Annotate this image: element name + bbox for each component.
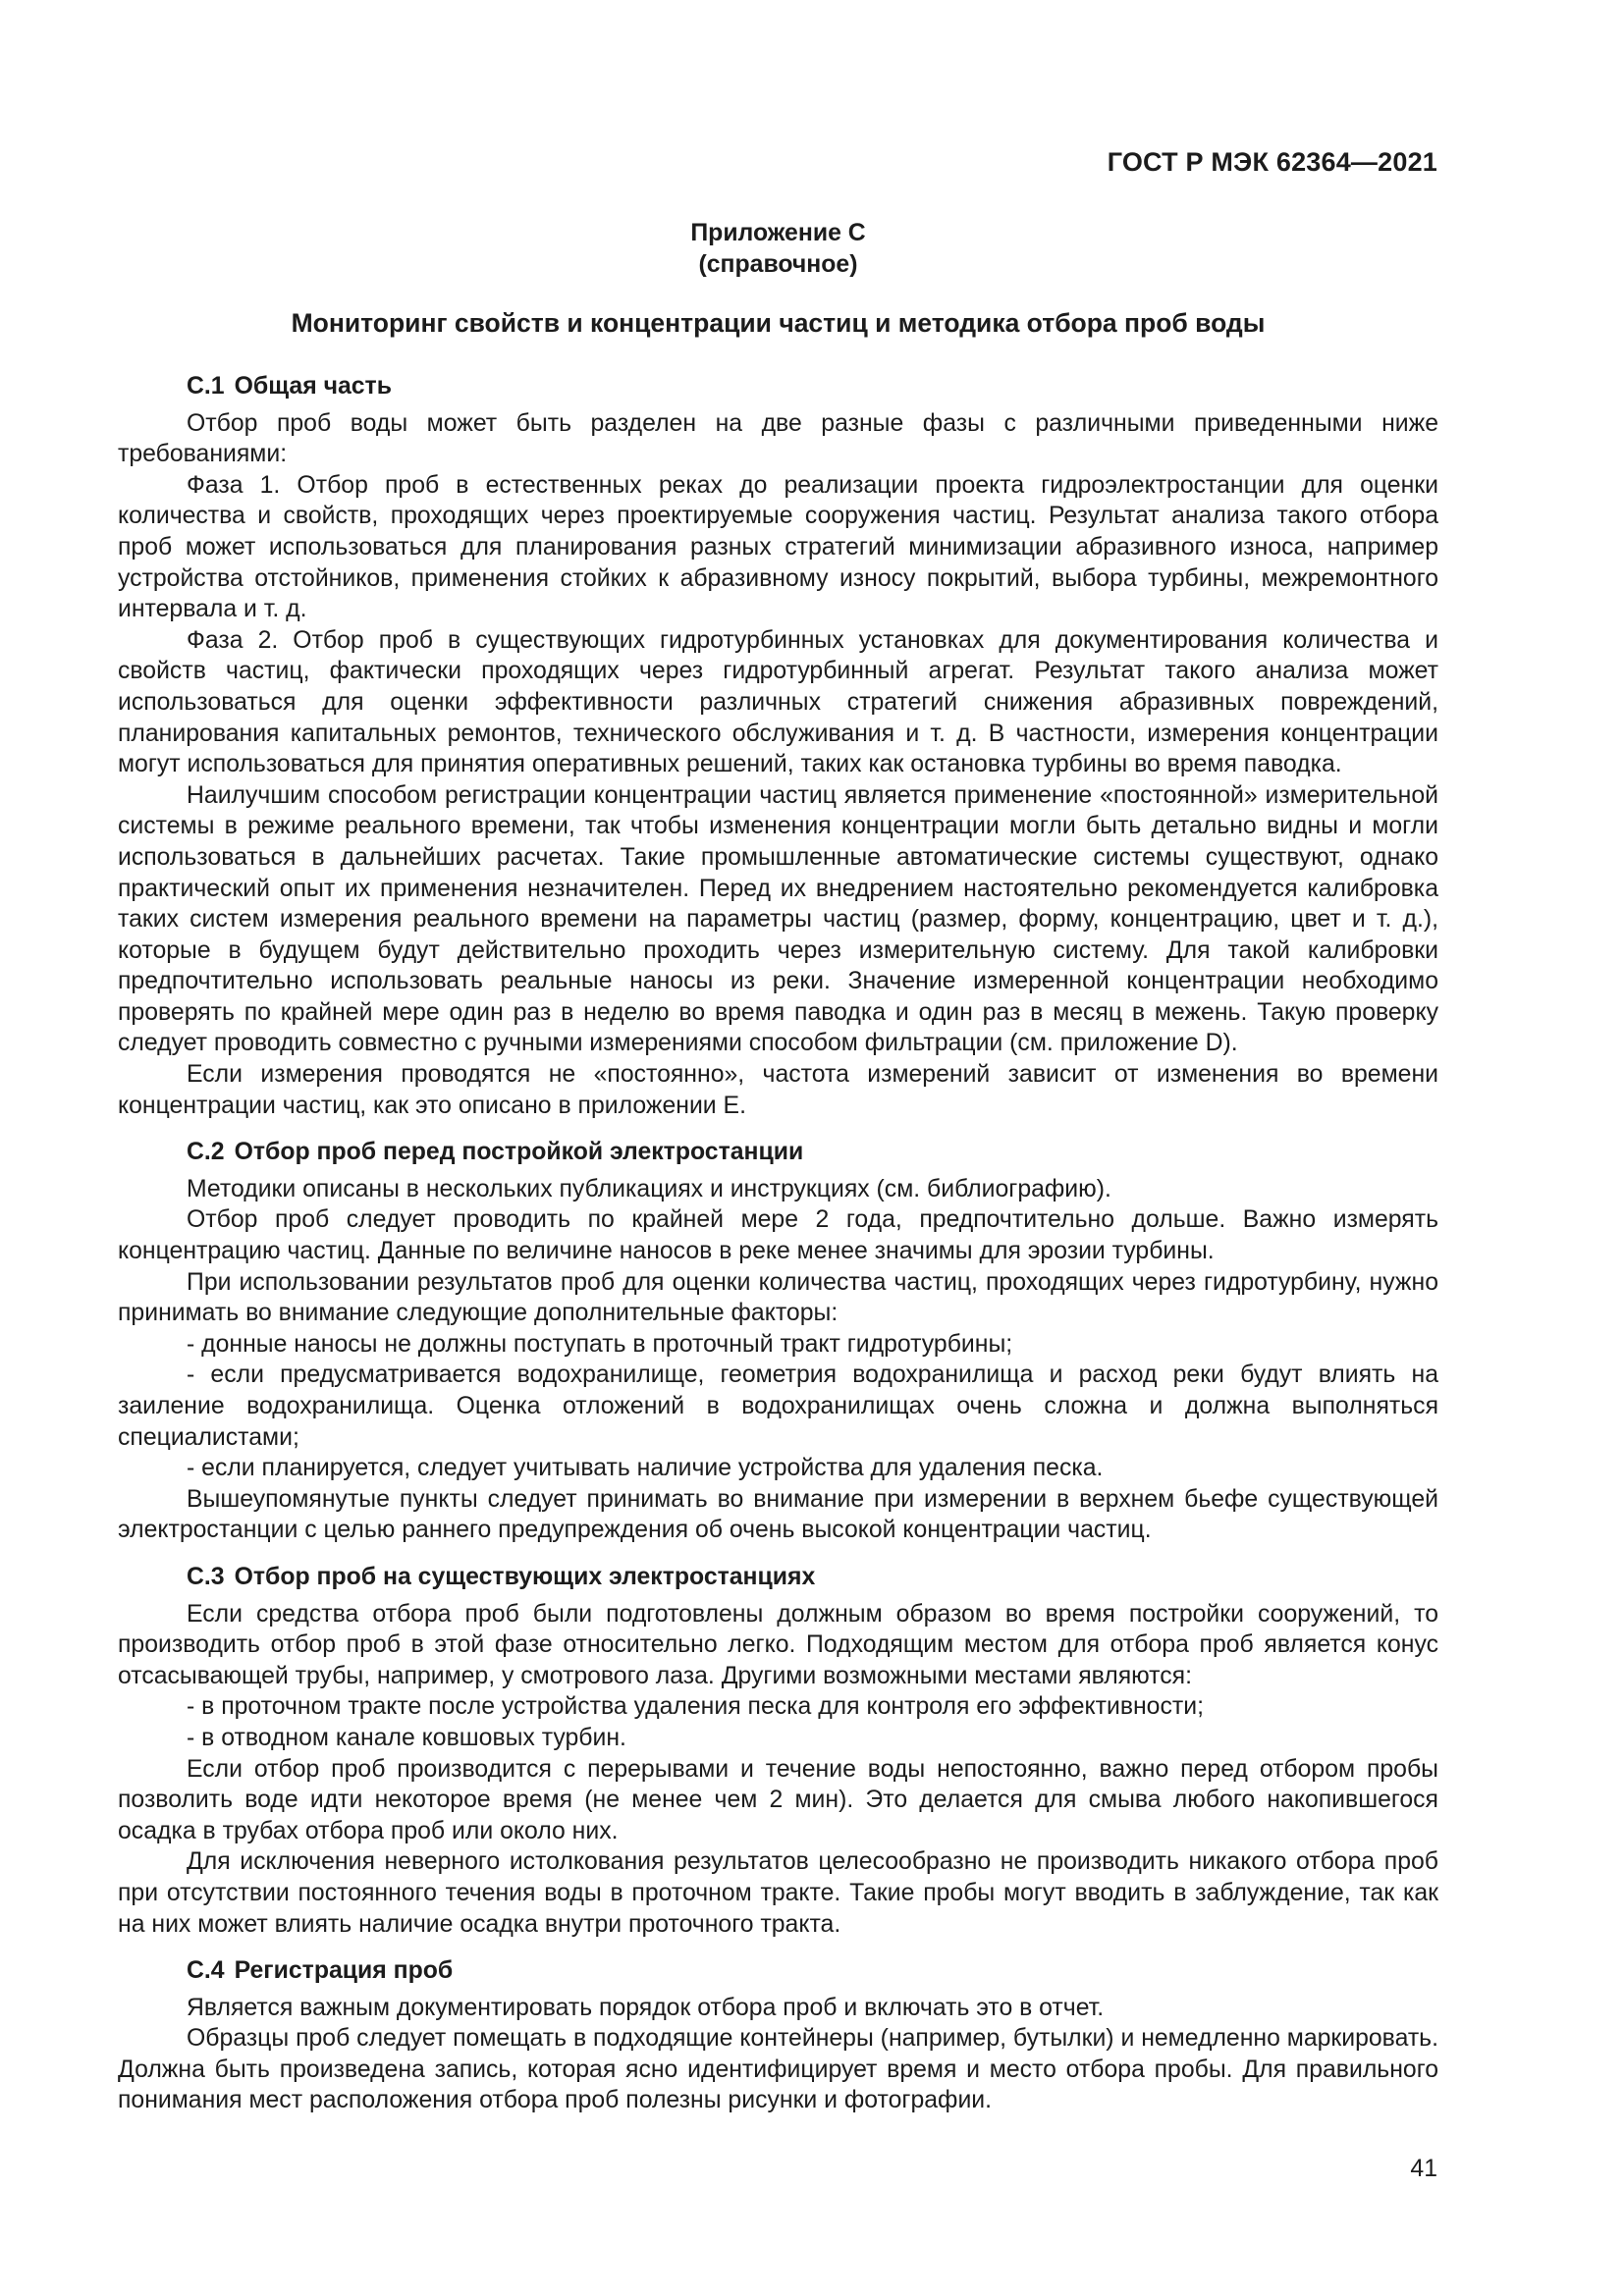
section-spacer <box>118 1546 1438 1562</box>
paragraph: Для исключения неверного истолкования результатов целесообразно не производить никакого отбора проб при отсутствии постоянного течения воды в проточном тракте. Такие пробы могут вводить в заблуждение, так как на них может влиять наличие осадка внутри проточного тракта. <box>118 1848 1438 1938</box>
annex-title: Мониторинг свойств и концентрации частиц и методика отбора проб воды <box>291 308 1266 338</box>
paragraph: Фаза 1. Отбор проб в естественных реках до реализации проекта гидроэлектростанции для оценки количества и свойств, проходящих через проектируемые сооружения частиц. Результат анализа такого отбора проб может использоваться для планирования разных стратегий минимизации абразивного износа, например устройства отстойников, применения стойких к абразивному износу покрытий, выбора турбины, межремонтного интервала и т. д. <box>118 471 1438 623</box>
section-title: Отбор проб на существующих электростанциях <box>234 1563 816 1590</box>
paragraph: При использовании результатов проб для оценки количества частиц, проходящих через гидротурбину, нужно принимать во внимание следующие дополнительные факторы: <box>118 1268 1438 1327</box>
paragraph: - если планируется, следует учитывать наличие устройства для удаления песка. <box>187 1455 1104 1482</box>
section <box>118 1955 1438 2116</box>
section-heading <box>118 1955 1438 1987</box>
annex-type: (справочное) <box>698 251 858 278</box>
annex-label: Приложение С <box>690 220 866 246</box>
section-heading <box>118 1137 1438 1168</box>
paragraph: Методики описаны в нескольких публикациях и инструкциях (см. библиографию). <box>187 1175 1111 1202</box>
section <box>118 371 1438 1137</box>
paragraph: - в проточном тракте после устройства удаления песка для контроля его эффективности; <box>187 1693 1204 1721</box>
paragraph: Фаза 2. Отбор проб в существующих гидротурбинных установках для документирования количества и свойств частиц, фактически проходящих через гидротурбинный агрегат. Результат такого анализа может использоваться для оценки эффективности различных стратегий снижения абразивных повреждений, планирования капитальных ремонтов, технического обслуживания и т. д. В частности, измерения концентрации могут использоваться для принятия оперативных решений, таких как остановка турбины во время паводка. <box>118 626 1438 778</box>
sections-container <box>118 371 1438 2116</box>
paragraph: Отбор проб воды может быть разделен на две разные фазы с различными приведенными ниже требованиями: <box>118 409 1438 468</box>
paragraph: - если предусматривается водохранилище, геометрия водохранилища и расход реки будут влиять на заиление водохранилища. Оценка отложений в водохранилищах очень сложна и должна выполняться специалистами; <box>118 1362 1438 1451</box>
section-title: Регистрация проб <box>234 1957 454 1985</box>
paragraph: Наилучшим способом регистрации концентрации частиц является применение «постоянной» измерительной системы в режиме реального времени, так чтобы изменения концентрации могли быть детально видны и могли использоваться в дальнейших расчетах. Такие промышленные автоматические системы существуют, однако практический опыт их применения незначителен. Перед их внедрением настоятельно рекомендуется калибровка таких систем измерения реального времени на параметры частиц (размер, форму, концентрацию, цвет и т. д.), которые в будущем будут действительно проходить через измерительную систему. Для такой калибровки предпочтительно использовать реальные наносы из реки. Значение измеренной концентрации необходимо проверять по крайней мере один раз в неделю во время паводка и один раз в месяц в межень. Такую проверку следует проводить совместно с ручными измерениями способом фильтрации (см. приложение D). <box>118 781 1438 1057</box>
paragraph: Образцы проб следует помещать в подходящие контейнеры (например, бутылки) и немедленно маркировать. Должна быть произведена запись, которая ясно идентифицирует время и место отбора пробы. Для правильного понимания мест расположения отбора проб полезны рисунки и фотографии. <box>118 2025 1438 2114</box>
section-spacer <box>118 1121 1438 1137</box>
section-number: С.1 <box>187 373 225 400</box>
page-content <box>118 218 1438 2116</box>
section-number: С.3 <box>187 1563 225 1590</box>
paragraph: Вышеупомянутые пункты следует принимать во внимание при измерении в верхнем бьефе существующей электростанции с целью раннего предупреждения об очень высокой концентрации частиц. <box>118 1485 1438 1544</box>
section-heading <box>118 371 1438 402</box>
paragraph: Отбор проб следует проводить по крайней мере 2 года, предпочтительно дольше. Важно измерять концентрацию частиц. Данные по величине наносов в реке менее значимы для эрозии турбины. <box>118 1206 1438 1265</box>
section-title: Общая часть <box>234 373 392 400</box>
paragraph: Если средства отбора проб были подготовлены должным образом во время постройки сооружений, то производить отбор проб в этой фазе относительно легко. Подходящим местом для отбора проб является конус отсасывающей трубы, например, у смотрового лаза. Другими возможными местами являются: <box>118 1600 1438 1689</box>
section-heading <box>118 1562 1438 1593</box>
section <box>118 1562 1438 1955</box>
paragraph: Если измерения проводятся не «постоянно», частота измерений зависит от изменения во времени концентрации частиц, как это описано в приложении E. <box>118 1061 1438 1119</box>
section-spacer <box>118 1940 1438 1955</box>
paragraph: Является важным документировать порядок отбора проб и включать это в отчет. <box>187 1994 1105 2021</box>
section-title: Отбор проб перед постройкой электростанции <box>234 1139 804 1166</box>
paragraph: - в отводном канале ковшовых турбин. <box>187 1724 626 1751</box>
paragraph: - донные наносы не должны поступать в проточный тракт гидротурбины; <box>187 1330 1013 1358</box>
paragraph: Если отбор проб производится с перерывами и течение воды непостоянно, важно перед отбором пробы позволить воде идти некоторое время (не менее чем 2 мин). Это делается для смыва любого накопившегося осадка в трубах отбора проб или около них. <box>118 1755 1438 1844</box>
section <box>118 1137 1438 1562</box>
section-number: С.4 <box>187 1957 225 1985</box>
section-number: С.2 <box>187 1139 225 1166</box>
standard-number: ГОСТ Р МЭК 62364—2021 <box>1107 147 1437 177</box>
page-number: 41 <box>1410 2156 1437 2182</box>
